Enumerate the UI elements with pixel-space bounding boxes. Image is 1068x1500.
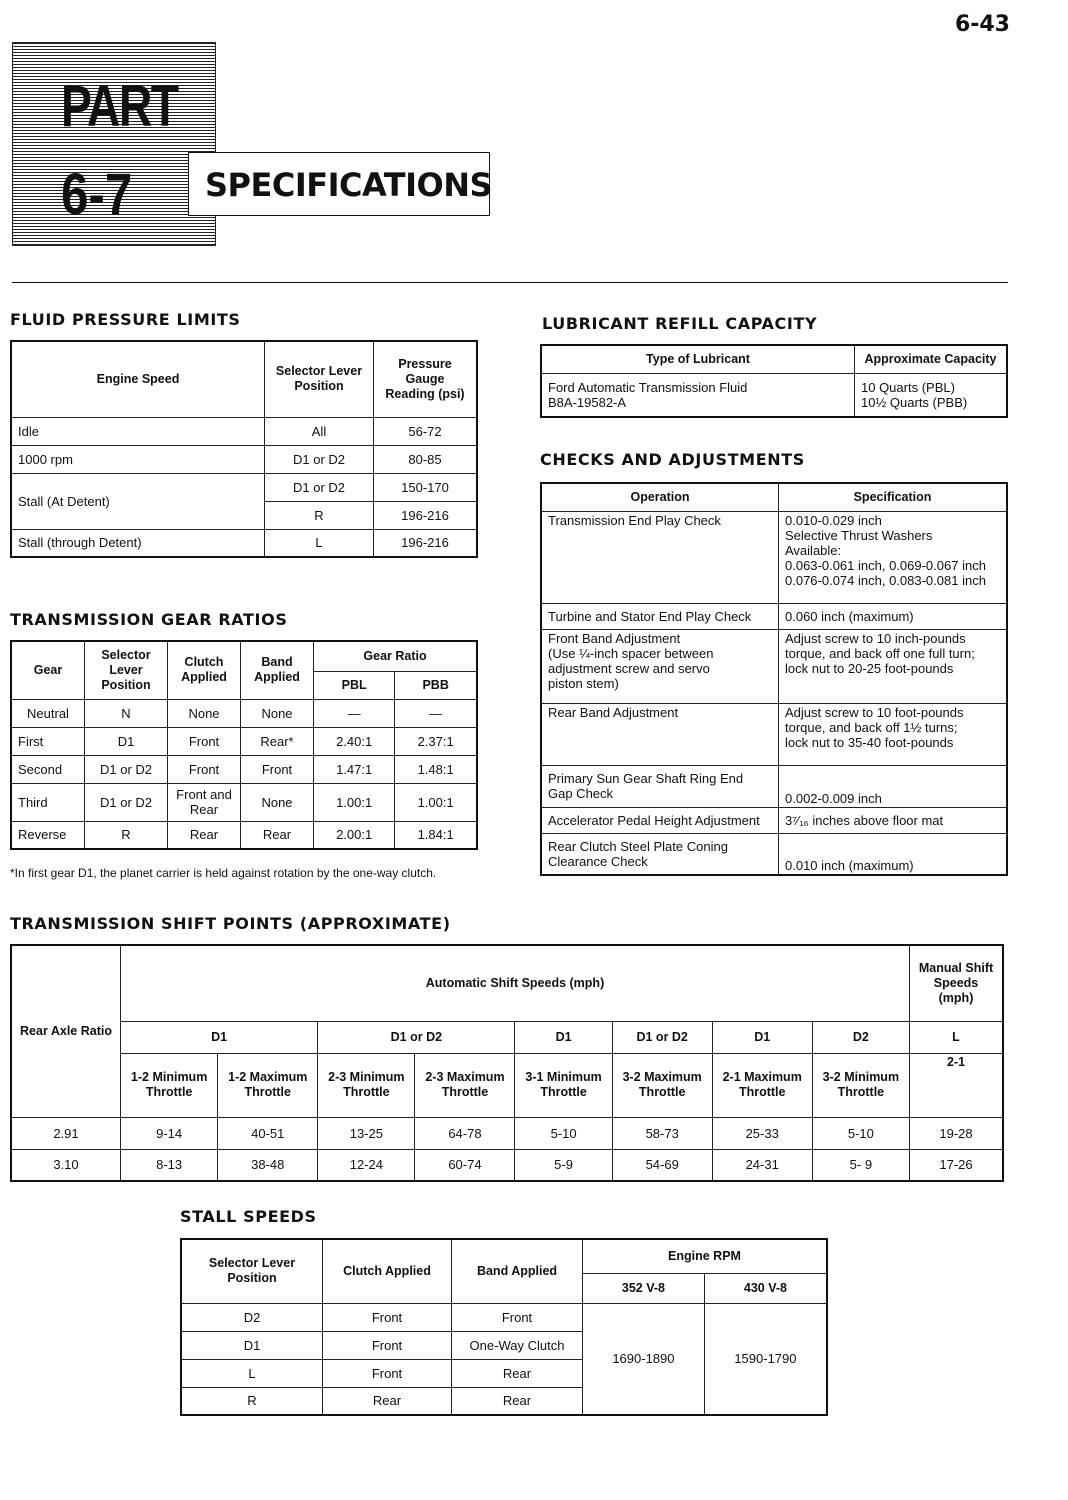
- cell: None: [168, 699, 241, 727]
- range-d1-or-d2: D1 or D2: [612, 1021, 712, 1053]
- col-shift: 3-2 Maximum Throttle: [612, 1053, 712, 1117]
- range-d1: D1: [515, 1021, 612, 1053]
- cell: Neutral: [11, 699, 85, 727]
- fluid-pressure-title: FLUID PRESSURE LIMITS: [10, 310, 241, 329]
- table-row: [11, 1149, 1003, 1181]
- col-gear-ratio: Gear Ratio: [314, 641, 478, 671]
- col-352-v8: 352 V-8: [583, 1273, 705, 1303]
- cell: Second: [11, 755, 85, 783]
- part-number: 6-7: [61, 162, 133, 227]
- col-engine-rpm: Engine RPM: [583, 1239, 828, 1273]
- col-selector: Selector Lever Position: [181, 1239, 323, 1303]
- cell: D1 or D2: [85, 783, 168, 821]
- cell: 196-216: [374, 501, 478, 529]
- col-band: Band Applied: [452, 1239, 583, 1303]
- col-operation: Operation: [541, 483, 779, 511]
- lubricant-capacity: 10 Quarts (PBL) 10½ Quarts (PBB): [855, 373, 1008, 417]
- col-axle-ratio: Rear Axle Ratio: [11, 945, 121, 1117]
- fluid-pressure-table: [10, 340, 478, 558]
- cell: Front and Rear: [168, 783, 241, 821]
- cell: Stall (through Detent): [11, 529, 265, 557]
- col-shift: 1-2 Maximum Throttle: [218, 1053, 318, 1117]
- cell: 38-48: [218, 1149, 318, 1181]
- cell: Rear: [323, 1387, 452, 1415]
- gear-ratios-table: [10, 640, 478, 850]
- col-lubricant-type: Type of Lubricant: [541, 345, 855, 373]
- checks-table: [540, 482, 1008, 876]
- lubricant-type: Ford Automatic Transmission Fluid B8A-19582-A: [541, 373, 855, 417]
- cell: Rear Clutch Steel Plate Coning Clearance Check: [541, 833, 779, 875]
- page-title: SPECIFICATIONS: [188, 152, 490, 216]
- col-shift: 3-2 Minimum Throttle: [812, 1053, 909, 1117]
- cell: None: [241, 783, 314, 821]
- cell: 25-33: [712, 1117, 812, 1149]
- cell: Front: [168, 755, 241, 783]
- table-row: [11, 727, 477, 755]
- cell: Stall (At Detent): [11, 473, 265, 529]
- cell: 60-74: [415, 1149, 515, 1181]
- col-pressure: Pressure Gauge Reading (psi): [374, 341, 478, 417]
- cell: 5-10: [812, 1117, 909, 1149]
- lubricant-title: LUBRICANT REFILL CAPACITY: [542, 314, 818, 333]
- gear-ratio-footnote: *In first gear D1, the planet carrier is held against rotation by the one-way clutch.: [10, 866, 437, 880]
- cell: Front: [452, 1303, 583, 1331]
- table-row: [11, 699, 477, 727]
- cell: R: [181, 1387, 323, 1415]
- cell: Adjust screw to 10 foot-pounds torque, and back off 1½ turns; lock nut to 35-40 foot-pounds: [779, 703, 1008, 765]
- range-l: L: [910, 1021, 1004, 1053]
- cell: 150-170: [374, 473, 478, 501]
- cell: L: [181, 1359, 323, 1387]
- col-clutch: Clutch Applied: [323, 1239, 452, 1303]
- range-d1: D1: [121, 1021, 318, 1053]
- cell: Front: [323, 1331, 452, 1359]
- lubricant-table: [540, 344, 1008, 418]
- cell: 0.060 inch (maximum): [779, 603, 1008, 629]
- cell: 2.91: [11, 1117, 121, 1149]
- table-row: [181, 1303, 827, 1331]
- part-word: PART: [61, 74, 178, 139]
- table-row: [541, 603, 1007, 629]
- stall-speeds-title: STALL SPEEDS: [180, 1207, 317, 1226]
- cell: R: [85, 821, 168, 849]
- cell: 2.37:1: [395, 727, 477, 755]
- cell: D1: [85, 727, 168, 755]
- rpm-430: 1590-1790: [704, 1303, 827, 1415]
- rpm-352: 1690-1890: [583, 1303, 705, 1415]
- table-row: [541, 703, 1007, 765]
- col-gear: Gear: [11, 641, 85, 699]
- cell: 1.48:1: [395, 755, 477, 783]
- col-shift: 2-1 Maximum Throttle: [712, 1053, 812, 1117]
- cell: 196-216: [374, 529, 478, 557]
- cell: D1 or D2: [85, 755, 168, 783]
- cell: Idle: [11, 417, 265, 445]
- gear-ratios-title: TRANSMISSION GEAR RATIOS: [10, 610, 288, 629]
- table-row: [541, 765, 1007, 807]
- cell: 5- 9: [812, 1149, 909, 1181]
- table-row: [541, 629, 1007, 703]
- cell: Reverse: [11, 821, 85, 849]
- cell: 80-85: [374, 445, 478, 473]
- col-pbb: PBB: [395, 671, 477, 699]
- cell: D2: [181, 1303, 323, 1331]
- cell: 54-69: [612, 1149, 712, 1181]
- cell: D1 or D2: [265, 473, 374, 501]
- cell: 64-78: [415, 1117, 515, 1149]
- cell: 2.00:1: [314, 821, 395, 849]
- table-row: [541, 511, 1007, 603]
- shift-points-table: [10, 944, 1004, 1182]
- page-number: 6-43: [954, 12, 1010, 37]
- col-capacity: Approximate Capacity: [855, 345, 1008, 373]
- cell: Front: [323, 1359, 452, 1387]
- cell: 0.010-0.029 inch Selective Thrust Washers Available: 0.063-0.061 inch, 0.069-0.067 inch 0.076-0.074 inch, 0.083-0.081 inch: [779, 511, 1008, 603]
- col-automatic-speeds: Automatic Shift Speeds (mph): [121, 945, 910, 1021]
- col-band: Band Applied: [241, 641, 314, 699]
- checks-title: CHECKS AND ADJUSTMENTS: [540, 450, 805, 469]
- cell: 5-10: [515, 1117, 612, 1149]
- cell: 24-31: [712, 1149, 812, 1181]
- cell: Adjust screw to 10 inch-pounds torque, and back off one full turn; lock nut to 20-25 foot-pounds: [779, 629, 1008, 703]
- col-selector: Selector Lever Position: [85, 641, 168, 699]
- cell: Rear Band Adjustment: [541, 703, 779, 765]
- cell: 1000 rpm: [11, 445, 265, 473]
- cell: Accelerator Pedal Height Adjustment: [541, 807, 779, 833]
- range-d2: D2: [812, 1021, 909, 1053]
- cell: 1.00:1: [314, 783, 395, 821]
- cell: Transmission End Play Check: [541, 511, 779, 603]
- table-row: [11, 1117, 1003, 1149]
- cell: 8-13: [121, 1149, 218, 1181]
- cell: 56-72: [374, 417, 478, 445]
- table-row: [541, 833, 1007, 875]
- col-engine-speed: Engine Speed: [11, 341, 265, 417]
- range-d1: D1: [712, 1021, 812, 1053]
- cell: 3⁷⁄₁₆ inches above floor mat: [779, 807, 1008, 833]
- table-row: [11, 821, 477, 849]
- col-shift: 2-1: [910, 1053, 1004, 1117]
- col-shift: 2-3 Minimum Throttle: [318, 1053, 415, 1117]
- table-row: [11, 445, 477, 473]
- cell: Third: [11, 783, 85, 821]
- cell: —: [314, 699, 395, 727]
- cell: 1.84:1: [395, 821, 477, 849]
- col-manual-speeds: Manual Shift Speeds (mph): [910, 945, 1004, 1021]
- cell: Front Band Adjustment (Use ¼-inch spacer between adjustment screw and servo piston stem): [541, 629, 779, 703]
- cell: N: [85, 699, 168, 727]
- cell: Rear: [452, 1387, 583, 1415]
- table-row: [11, 529, 477, 557]
- col-shift: 2-3 Maximum Throttle: [415, 1053, 515, 1117]
- cell: Primary Sun Gear Shaft Ring End Gap Check: [541, 765, 779, 807]
- cell: Rear*: [241, 727, 314, 755]
- col-shift: 3-1 Minimum Throttle: [515, 1053, 612, 1117]
- cell: 1.00:1: [395, 783, 477, 821]
- table-row: [541, 373, 1007, 417]
- cell: 0.010 inch (maximum): [779, 833, 1008, 875]
- cell: All: [265, 417, 374, 445]
- shift-points-title: TRANSMISSION SHIFT POINTS (APPROXIMATE): [10, 914, 451, 933]
- cell: Front: [323, 1303, 452, 1331]
- cell: One-Way Clutch: [452, 1331, 583, 1359]
- cell: Rear: [452, 1359, 583, 1387]
- range-d1-or-d2: D1 or D2: [318, 1021, 515, 1053]
- cell: None: [241, 699, 314, 727]
- col-clutch: Clutch Applied: [168, 641, 241, 699]
- stall-speeds-table: [180, 1238, 828, 1416]
- table-row: [11, 473, 477, 501]
- cell: 19-28: [910, 1117, 1004, 1149]
- cell: 0.002-0.009 inch: [779, 765, 1008, 807]
- cell: L: [265, 529, 374, 557]
- cell: 12-24: [318, 1149, 415, 1181]
- table-row: [541, 807, 1007, 833]
- cell: Rear: [168, 821, 241, 849]
- cell: 3.10: [11, 1149, 121, 1181]
- col-430-v8: 430 V-8: [704, 1273, 827, 1303]
- cell: 40-51: [218, 1117, 318, 1149]
- cell: Turbine and Stator End Play Check: [541, 603, 779, 629]
- col-selector-position: Selector Lever Position: [265, 341, 374, 417]
- cell: First: [11, 727, 85, 755]
- cell: 9-14: [121, 1117, 218, 1149]
- cell: 13-25: [318, 1117, 415, 1149]
- cell: D1: [181, 1331, 323, 1359]
- cell: 17-26: [910, 1149, 1004, 1181]
- col-shift: 1-2 Minimum Throttle: [121, 1053, 218, 1117]
- cell: 5-9: [515, 1149, 612, 1181]
- cell: Front: [241, 755, 314, 783]
- cell: R: [265, 501, 374, 529]
- cell: Rear: [241, 821, 314, 849]
- col-specification: Specification: [779, 483, 1008, 511]
- col-pbl: PBL: [314, 671, 395, 699]
- cell: D1 or D2: [265, 445, 374, 473]
- header-divider: [12, 282, 1008, 283]
- cell: Front: [168, 727, 241, 755]
- part-badge: [12, 42, 216, 246]
- cell: 1.47:1: [314, 755, 395, 783]
- cell: 2.40:1: [314, 727, 395, 755]
- table-row: [11, 755, 477, 783]
- cell: 58-73: [612, 1117, 712, 1149]
- table-row: [11, 783, 477, 821]
- table-row: [11, 417, 477, 445]
- cell: —: [395, 699, 477, 727]
